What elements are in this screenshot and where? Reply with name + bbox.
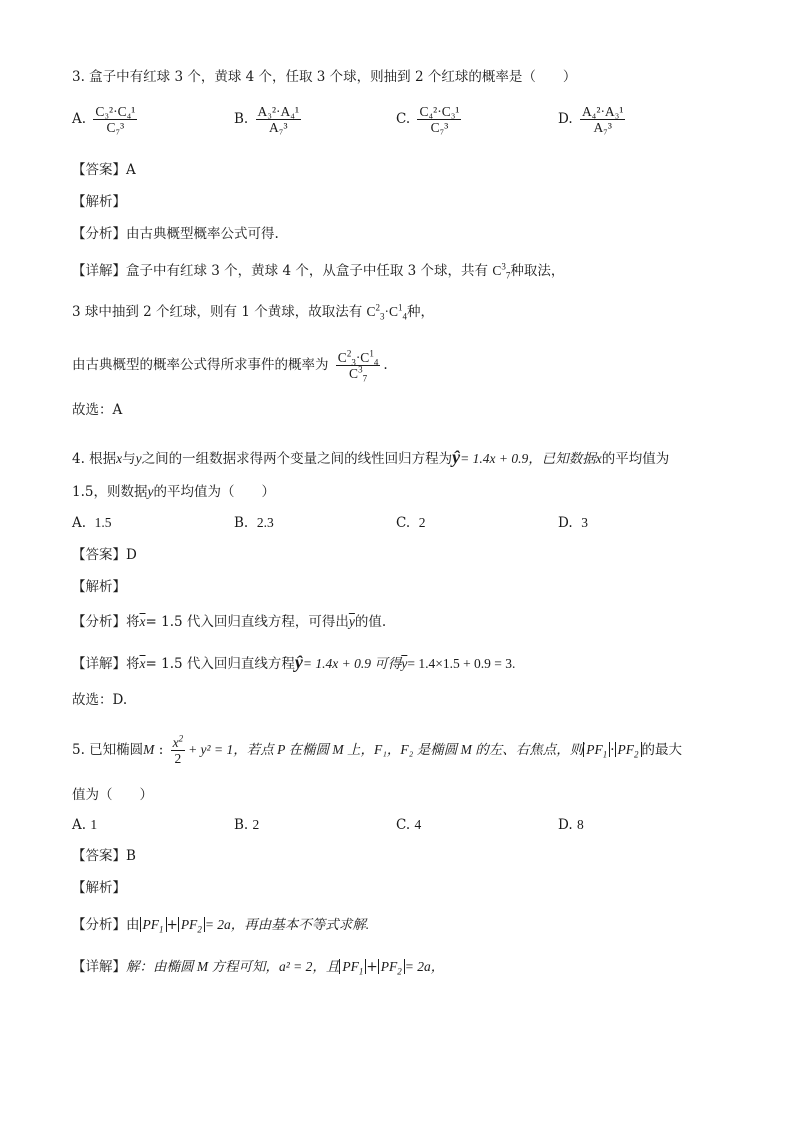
y-hat-symbol: ŷ bbox=[452, 447, 461, 467]
q3-option-a: A. $\frac{\text{C₃²·C₄¹}}{\text{C₇³}}$ bbox=[72, 104, 136, 135]
q5-option-a: A. 1 bbox=[72, 817, 98, 833]
q3-analysis-heading: 【解析】 bbox=[72, 194, 126, 210]
q5-stem-line2: 值为（ ） bbox=[72, 787, 153, 803]
q4-answer: 【答案】D bbox=[72, 547, 137, 563]
y-hat-symbol: ŷ bbox=[294, 652, 303, 672]
q4-conclusion: 故选：D. bbox=[72, 692, 128, 708]
q3-detail-line1: 【详解】盒子中有红球 3 个，黄球 4 个，从盒子中任取 3 个球，共有 $C^3_7$种取法， bbox=[72, 261, 565, 281]
q5-analysis-heading: 【解析】 bbox=[72, 880, 126, 896]
q4-analysis-heading: 【解析】 bbox=[72, 579, 126, 595]
q3-stem: 3. 盒子中有红球 3 个，黄球 4 个，任取 3 个球，则抽到 2 个红球的概率是（ ） bbox=[72, 69, 577, 85]
q3-detail-line2: 3 球中抽到 2 个红球，则有 1 个黄球，故取法有 $C^2_3\cdot C^1_4$种， bbox=[72, 302, 435, 322]
q3-conclusion: 故选：A bbox=[72, 402, 123, 418]
q3-option-c: C. $\frac{\text{C₄²·C₃¹}}{\text{C₇³}}$ bbox=[396, 104, 460, 135]
q4-fenxi: 【分析】将$\overline{x}= 1.5$ 代入回归直线方程，可得出$\overline{y}$的值. bbox=[72, 614, 387, 630]
q3-option-d: D. $\frac{\text{A₄²·A₃¹}}{\text{A₇³}}$ bbox=[558, 104, 624, 135]
q5-option-b: B. 2 bbox=[234, 817, 260, 833]
q4-stem-line2: 1.5，则数据y的平均值为（ ） bbox=[72, 484, 275, 500]
q5-fenxi: 【分析】由 $PF_1 + PF_2 = 2a$，再由基本不等式求解. bbox=[72, 917, 370, 935]
q3-fenxi: 【分析】由古典概型概率公式可得. bbox=[72, 226, 279, 242]
q3-option-b: B. $\frac{\text{A₃²·A₄¹}}{\text{A₇³}}$ bbox=[234, 104, 300, 135]
q3-answer: 【答案】A bbox=[72, 162, 136, 178]
q4-option-a: A. 1.5 bbox=[72, 515, 112, 531]
q5-stem-line1: 5. 已知椭圆M : $\frac{x^2}{2}$ + y² = 1，若点 P 在椭圆 M 上，F₁，F₂ 是椭圆 M 的左、右焦点，则 $PF_1 \cdot PF_2$ 的最大 bbox=[72, 733, 682, 766]
q5-option-d: D. 8 bbox=[558, 817, 584, 833]
q4-option-b: B. 2.3 bbox=[234, 515, 274, 531]
q3-detail-line3: 由古典概型的概率公式得所求事件的概率为 $\frac{C^2_3\cdot C^1_4}{C^3_7}$ . bbox=[72, 348, 388, 384]
q5-detail: 【详解】解：由椭圆 M 方程可知，a² = 2，且 $PF_1 + PF_2 = 2a$， bbox=[72, 959, 445, 977]
q4-option-d: D. 3 bbox=[558, 515, 588, 531]
q4-detail: 【详解】将$\overline{x}= 1.5$ 代入回归直线方程ŷ= 1.4x + 0.9 可得$\overline{y}= 1.4\times 1.5 + 0.9 = 3$. bbox=[72, 652, 516, 672]
q5-answer: 【答案】B bbox=[72, 848, 136, 864]
q4-stem-line1: 4. 根据x与y之间的一组数据求得两个变量之间的线性回归方程为ŷ= 1.4x + 0.9，已知数据x的平均值为 bbox=[72, 447, 670, 467]
q5-option-c: C. 4 bbox=[396, 817, 422, 833]
q4-option-c: C. 2 bbox=[396, 515, 426, 531]
